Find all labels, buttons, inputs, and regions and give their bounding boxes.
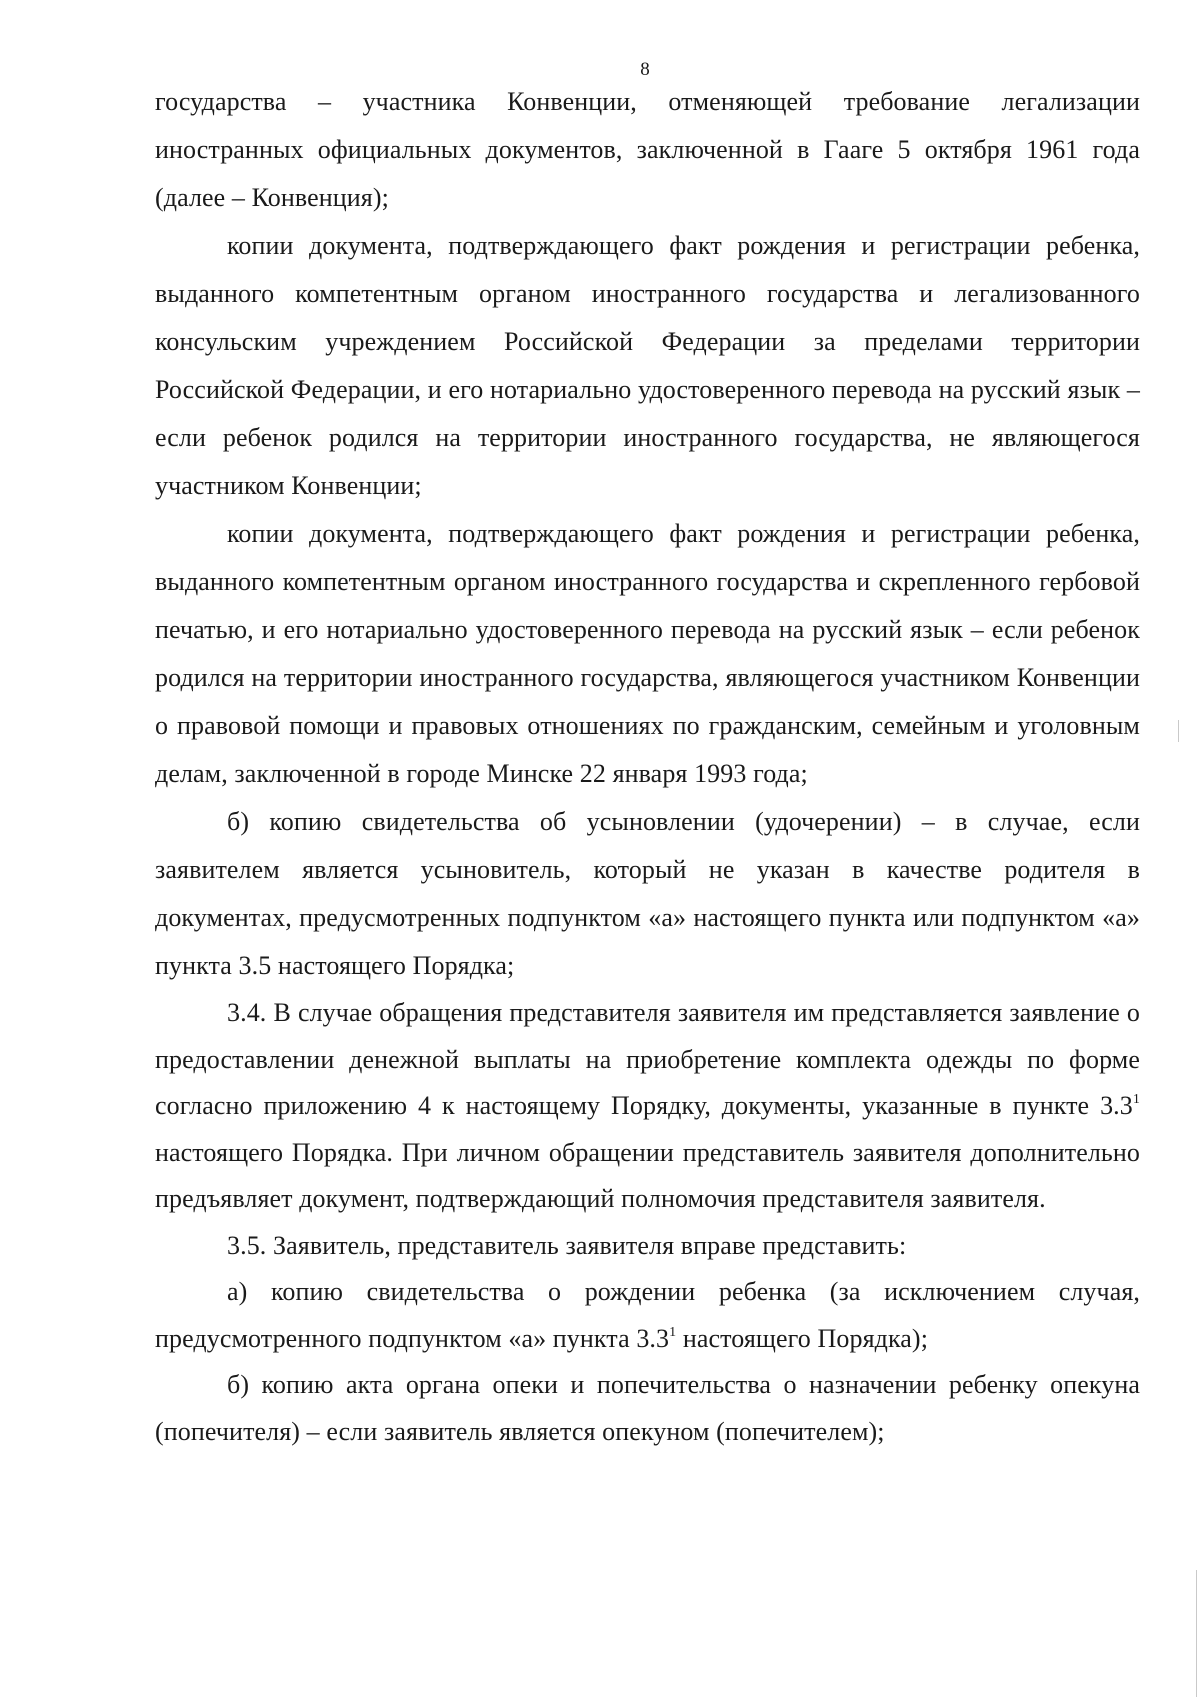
scan-edge-mark — [1178, 720, 1179, 742]
superscript-footnote: 1 — [1132, 1092, 1140, 1107]
paragraph-3-5-a-birth-certificate — [155, 1269, 1140, 1362]
paragraph-adoption-certificate: б) копию свидетельства об усыновлении (удочерении) – в случае, если заявителем является усыновитель, который не указан в качестве родителя в документах, предусмотренных подпунктом «а» настоящего пункта или подпунктом «а» пункта 3.5 настоящего Порядка; — [155, 807, 1140, 980]
page-number: 8 — [640, 59, 650, 80]
paragraph-3-5-a-text-end: настоящего Порядка); — [676, 1323, 929, 1353]
superscript-footnote: 1 — [669, 1324, 677, 1340]
paragraph-foreign-birth-minsk-convention: копии документа, подтверждающего факт рождения и регистрации ребенка, выданного компетентным органом иностранного государства и скрепленного гербовой печатью, и его нотариально удостоверенного перевода на русский язык – если ребенок родился на территории иностранного государства, являющегося участником Конвенции о правовой помощи и правовых отношениях по гражданским, семейным и уголовным делам, заключенной в городе Минске 22 января 1993 года; — [155, 519, 1140, 788]
paragraph-convention-continuation: государства – участника Конвенции, отменяющей требование легализации иностранных официальных документов, заключенной в Гааге 5 октября 1961 года (далее – Конвенция); — [155, 87, 1140, 212]
paragraph-3-4-text-end: настоящего Порядка. При личном обращении представитель заявителя дополнительно предъявляет документ, подтверждающий полномочия представителя заявителя. — [155, 1137, 1140, 1213]
document-body — [155, 78, 1140, 1455]
paragraph-3-5-b-guardianship-act: б) копию акта органа опеки и попечительства о назначении ребенку опекуна (попечителя) – если заявитель является опекуном (попечителем); — [155, 1370, 1140, 1446]
paragraph-3-5-optional-documents: 3.5. Заявитель, представитель заявителя вправе представить: — [227, 1230, 907, 1260]
scan-edge-mark — [1196, 1570, 1197, 1697]
paragraph-3-4-text: 3.4. В случае обращения представителя заявителя им представляется заявление о предоставлении денежной выплаты на приобретение комплекта одежды по форме согласно приложению 4 к настоящему Порядку, документы, указанные в пункте 3.3 — [155, 998, 1140, 1120]
paragraph-3-5-a-text: а) копию свидетельства о рождении ребенка (за исключением случая, предусмотренного подпунктом «а» пункта 3.3 — [155, 1277, 1140, 1353]
paragraph-foreign-birth-non-member: копии документа, подтверждающего факт рождения и регистрации ребенка, выданного компетентным органом иностранного государства и легализованного консульским учреждением Российской Федерации за пределами территории Российской Федерации, и его нотариально удостоверенного перевода на русский язык – если ребенок родился на территории иностранного государства, не являющегося участником Конвенции; — [155, 231, 1140, 500]
paragraph-3-4-representative — [155, 990, 1140, 1223]
